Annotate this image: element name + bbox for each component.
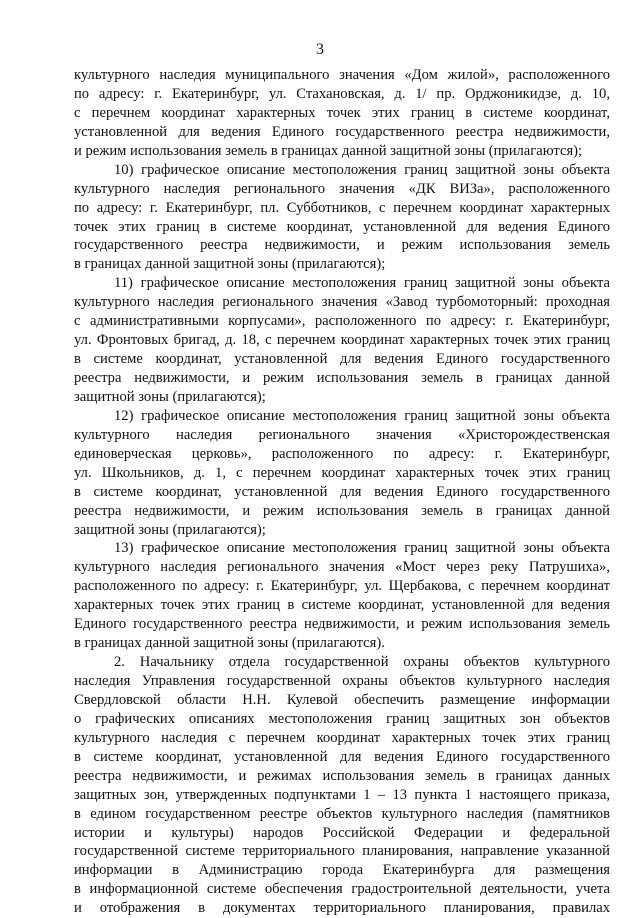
text-line: и режим использования земель в границах данной защитной зоны (прилагаются); bbox=[74, 142, 583, 159]
page-number: 3 bbox=[316, 41, 324, 58]
text-line: культурного наследия регионального значения «Мост через реку Патрушиха», bbox=[74, 559, 610, 576]
text-line: реестра недвижимости, и режим использования земель в границах данной bbox=[74, 370, 610, 386]
text-line: культурного наследия с перечнем координат характерных точек этих границ bbox=[74, 729, 610, 746]
text-line: культурного наследия регионального значения «Завод турбомоторный: проходная bbox=[74, 294, 610, 311]
text-line: защитной зоны (прилагаются); bbox=[74, 388, 266, 405]
text-line: государственной системе территориального планирования, направление указанной bbox=[74, 843, 610, 860]
text-line: о графических описаниях местоположения границ защитных зон объектов bbox=[74, 710, 610, 727]
text-line: в границах данной защитной зоны (прилагаются); bbox=[74, 256, 386, 273]
text-line: государственного реестра недвижимости, и режим использования земель bbox=[74, 237, 610, 254]
text-line: с перечнем координат характерных точек этих границ в системе координат, bbox=[74, 104, 610, 121]
text-line: наследия Управления государственной охраны объектов культурного наследия bbox=[74, 673, 610, 689]
text-line: установленной для ведения Единого государственного реестра недвижимости, bbox=[74, 123, 610, 140]
paragraph-first-line: 13) графическое описание местоположения границ защитной зоны объекта bbox=[114, 540, 610, 557]
text-line: информации в Администрацию города Екатеринбурга для размещения bbox=[74, 862, 610, 879]
text-line: культурного наследия регионального значения «ДК ВИЗа», расположенного bbox=[74, 180, 610, 197]
text-line: защитных зон, утвержденных подпунктами 1 – 13 пункта 1 настоящего приказа, bbox=[74, 786, 610, 803]
text-line: расположенного по адресу: г. Екатеринбург, ул. Щербакова, с перечнем координат bbox=[74, 578, 610, 595]
text-line: истории и культуры) народов Российской Федерации и федеральной bbox=[74, 824, 610, 841]
paragraph-first-line: 10) графическое описание местоположения границ защитной зоны объекта bbox=[114, 161, 610, 178]
text-line: в едином государственном реестре объектов культурного наследия (памятников bbox=[74, 805, 610, 822]
text-line: Свердловской области Н.Н. Кулевой обеспечить размещение информации bbox=[74, 691, 610, 708]
paragraph-first-line: 2. Начальнику отдела государственной охраны объектов культурного bbox=[114, 654, 610, 671]
text-line: реестра недвижимости, и режим использования земель в границах данной bbox=[74, 502, 610, 519]
text-line: культурного наследия регионального значения «Христорождественская bbox=[74, 426, 610, 443]
text-line: в информационной системе обеспечения градостроительной деятельности, учета bbox=[74, 881, 610, 898]
text-line: защитной зоны (прилагаются); bbox=[74, 521, 266, 538]
text-line: в системе координат, установленной для ведения Единого государственного bbox=[74, 351, 610, 368]
paragraph-first-line: 11) графическое описание местоположения границ защитной зоны объекта bbox=[114, 275, 610, 292]
text-line: в системе координат, установленной для ведения Единого государственного bbox=[74, 483, 610, 500]
text-line: Единого государственного реестра недвижимости, и режим использования земель bbox=[74, 616, 610, 633]
text-line: культурного наследия муниципального значения «Дом жилой», расположенного bbox=[74, 67, 610, 83]
text-line: точек этих границ в системе координат, установленной для ведения Единого bbox=[74, 218, 610, 235]
text-line: ул. Фронтовых бригад, д. 18, с перечнем координат характерных точек этих границ bbox=[74, 332, 610, 349]
text-line: по адресу: г. Екатеринбург, ул. Стахановская, д. 1/ пр. Орджоникидзе, д. 10, bbox=[74, 85, 610, 102]
text-line: реестра недвижимости, и режимах использования земель в границах данных bbox=[74, 767, 610, 784]
text-line: и отображения в документах территориального планирования, правилах bbox=[74, 900, 610, 917]
text-line: в границах данной защитной зоны (прилагаются). bbox=[74, 635, 385, 652]
text-line: характерных точек этих границ в системе координат, установленной для ведения bbox=[74, 597, 610, 614]
text-line: с административными корпусами», расположенного по адресу: г. Екатеринбург, bbox=[74, 313, 610, 330]
document-body bbox=[74, 66, 610, 918]
text-line: в системе координат, установленной для ведения Единого государственного bbox=[74, 748, 610, 765]
paragraph-first-line: 12) графическое описание местоположения границ защитной зоны объекта bbox=[114, 407, 610, 424]
text-line: по адресу: г. Екатеринбург, пл. Субботников, с перечнем координат характерных bbox=[74, 199, 610, 216]
text-line: ул. Школьников, д. 1, с перечнем координат характерных точек этих границ bbox=[74, 464, 610, 481]
text-line: единоверческая церковь», расположенного по адресу: г. Екатеринбург, bbox=[74, 445, 610, 462]
